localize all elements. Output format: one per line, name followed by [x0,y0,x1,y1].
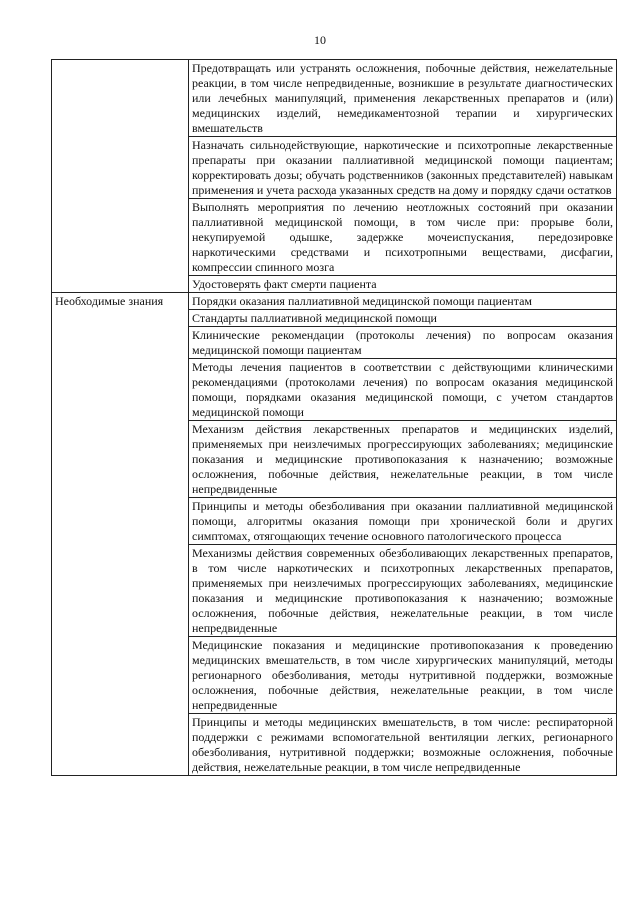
requirement-item: Назначать сильнодействующие, наркотические и психотропные лекарственные препараты при оказании паллиативной медицинской помощи пациентам; корректировать дозы; обучать родственников (законных представителей) навыкам применения и учета расхода указанных средств на дому и порядку сдачи остатков [189,137,617,199]
table-row [52,60,617,137]
section-label: Необходимые знания [52,293,189,776]
requirement-item: Методы лечения пациентов в соответствии с действующими клиническими рекомендациями (протоколами лечения) по вопросам оказания медицинской помощи, порядками оказания медицинской помощи, с учетом стандартов медицинской помощи [189,359,617,421]
page-number: 10 [314,33,326,47]
requirements-table [51,59,617,776]
requirement-item: Принципы и методы обезболивания при оказании паллиативной медицинской помощи, алгоритмы оказания помощи при хронической боли и других симптомах, отягощающих течение основного патологического процесса [189,498,617,545]
requirement-item: Предотвращать или устранять осложнения, побочные действия, нежелательные реакции, в том числе непредвиденные, возникшие в результате диагностических или лечебных манипуляций, применения лекарственных препаратов и (или) медицинских изделий, немедикаментозной терапии и хирургических вмешательств [189,60,617,137]
requirement-item: Медицинские показания и медицинские противопоказания к проведению медицинских вмешательств, в том числе хирургических манипуляций, методы регионарного обезболивания, методы нутритивной поддержки, возможные осложнения, побочные действия, нежелательные реакции, в том числе непредвиденные [189,637,617,714]
requirement-item: Механизм действия лекарственных препаратов и медицинских изделий, применяемых при неизлечимых прогрессирующих заболеваниях; медицинские показания и медицинские противопоказания к назначению; возможные осложнения, побочные действия, нежелательные реакции, в том числе непредвиденные [189,421,617,498]
requirement-item: Выполнять мероприятия по лечению неотложных состояний при оказании паллиативной медицинской помощи, в том числе при: прорыве боли, некупируемой одышке, задержке мочеиспускания, передозировке наркотическими средствами и психотропными веществами, дисфагии, компрессии спинного мозга [189,199,617,276]
requirements-table-body [52,60,617,776]
requirement-item: Принципы и методы медицинских вмешательств, в том числе: респираторной поддержки с режимами вспомогательной вентиляции легких, регионарного обезболивания, нутритивной поддержки; возможные осложнения, побочные действия, нежелательные реакции, в том числе непредвиденные [189,714,617,776]
requirement-item: Порядки оказания паллиативной медицинской помощи пациентам [189,293,617,310]
requirement-item: Механизмы действия современных обезболивающих лекарственных препаратов, в том числе наркотических и психотропных лекарственных препаратов, применяемых при неизлечимых прогрессирующих заболеваниях, медицинские показания и медицинские противопоказания к назначению; возможные осложнения, побочные действия, нежелательные реакции, в том числе непредвиденные [189,545,617,637]
requirement-item: Стандарты паллиативной медицинской помощи [189,310,617,327]
requirement-item: Клинические рекомендации (протоколы лечения) по вопросам оказания медицинской помощи пациентам [189,327,617,359]
table-row [52,293,617,310]
requirement-item: Удостоверять факт смерти пациента [189,276,617,293]
section-label [52,60,189,293]
